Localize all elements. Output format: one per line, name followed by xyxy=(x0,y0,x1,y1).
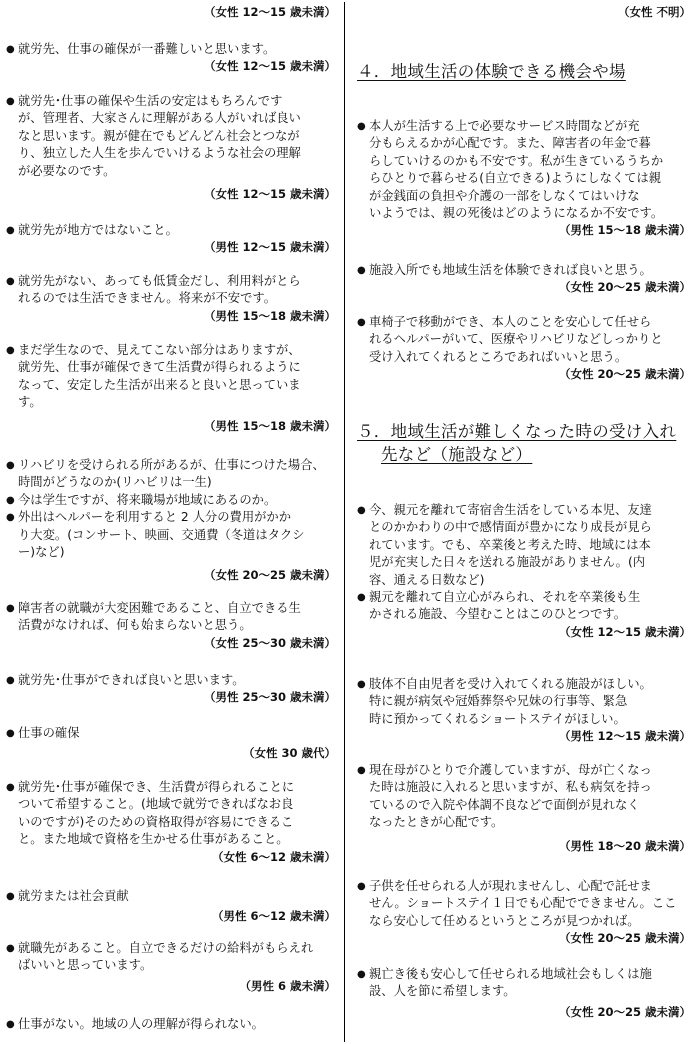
attribution: （女性 12～15 歳未満） xyxy=(558,624,691,639)
column-divider xyxy=(344,2,345,1042)
list-item: ● 車椅子で移動ができ、本人のことを安心して任せら れるヘルパーがいて、医療やリハビリなどしっかりと 受け入れてくれるところであればいいと思う。 （女性 20～25 歳未満） xyxy=(357,315,691,382)
list-item: ● 就労または社会貢献 （男性 6～12 歳未満） xyxy=(6,889,336,924)
list-item: ● 就労先･仕事ができれば良いと思います。 （男性 25～30 歳未満） xyxy=(6,673,336,705)
attribution: （男性 12～15 歳未満） xyxy=(558,729,691,744)
list-item: ● 就労先が地方ではないこと。 （男性 12～15 歳未満） xyxy=(6,223,336,255)
list-item: ● まだ学生なので、見えてこない部分はありますが、 就労先、仕事が確保できて生活費が得られるように なって、安定した生活が出来ると良いと思っていま す。 （男性 15～18 歳未満） xyxy=(6,343,336,433)
list-item: ● 仕事がない。地域の人の理解が得られない。 xyxy=(6,1016,338,1033)
list-item: ● 現在母がひとりで介護していますが、母が亡くなっ た時は施設に入れると思いますが、私も病気を持っ ているので入院や体調不良などで面倒が見れなく なったときが心配です。 （男性 18～20 歳未満） xyxy=(357,763,691,853)
bullet-icon: ● xyxy=(357,881,366,892)
bullet-icon: ● xyxy=(6,225,15,236)
bullet-icon: ● xyxy=(6,782,15,793)
bullet-icon: ● xyxy=(357,265,366,276)
section-heading-5: ５．地域生活が難しくなった時の受け入れ 先など（施設など） xyxy=(357,422,677,464)
bullet-icon: ● xyxy=(357,317,366,328)
list-item: ● 仕事の確保 （女性 30 歳代） xyxy=(6,726,336,761)
attribution: （男性 6 歳未満） xyxy=(239,978,336,993)
list-item: ● 就労先、仕事の確保が一番難しいと思います。 （女性 12～15 歳未満） xyxy=(6,42,336,74)
attribution: （男性 25～30 歳未満） xyxy=(203,690,336,705)
bullet-icon: ● xyxy=(6,494,15,506)
attribution: （女性 不明） xyxy=(617,5,691,19)
attribution: （女性 25～30 歳未満） xyxy=(203,635,336,650)
attribution: （男性 15～18 歳未満） xyxy=(203,308,336,323)
list-item: ● 障害者の就職が大変困難であること、自立できる生 活費がなければ、何も始まらないと思う。 （女性 25～30 歳未満） xyxy=(6,601,336,650)
list-item: ● 就労先がない、あっても低賃金だし、利用料がとら れるのでは生活できません。将来が不安です。 （男性 15～18 歳未満） xyxy=(6,274,336,323)
bullet-icon: ● xyxy=(6,1019,15,1030)
bullet-icon: ● xyxy=(6,675,15,686)
section-heading-4: ４．地域生活の体験できる機会や場 xyxy=(357,62,626,81)
bullet-icon: ● xyxy=(6,728,15,739)
list-item: ● 就労先･仕事の確保や生活の安定はもちろんです が、管理者、大家さんに理解がある人がいれば良い なと思います。親が健在でもどんどん社会とつなが り、独立した人生を歩んでいけるような社会の理解 が必要なのです。 （女性 12～15 歳未満） xyxy=(6,94,336,202)
attribution: （女性 20～25 歳未満） xyxy=(558,931,691,946)
bullet-icon: ● xyxy=(357,592,366,604)
bullet-icon: ● xyxy=(6,891,15,902)
attribution: （女性 12～15 歳未満） xyxy=(203,59,336,74)
list-item: ● 親亡き後も安心して任せられる地域社会もしくは施 設、人を節に希望します。 （女性 20～25 歳未満） xyxy=(357,967,691,1019)
list-item: ● 施設入所でも地域生活を体験できれば良いと思う。 （女性 20～25 歳未満） xyxy=(357,263,691,295)
attribution: （女性 20～25 歳未満） xyxy=(558,280,691,295)
bullet-icon: ● xyxy=(6,345,15,356)
list-item: ● 子供を任せられる人が現れませんし、心配で託せま せん。ショートステイ１日でも心配でできません。ここ なら安心して任めるというところが見つかれば。 （女性 20～25 歳未満） xyxy=(357,879,691,946)
bullet-icon: ● xyxy=(357,765,366,776)
attribution: （女性 20～25 歳未満） xyxy=(203,568,336,583)
bullet-icon: ● xyxy=(357,505,366,516)
bullet-icon: ● xyxy=(6,460,15,471)
attribution: （男性 15～18 歳未満） xyxy=(558,223,691,238)
list-item: ● 肢体不自由児者を受け入れてくれる施設がほしい。 特に親が病気や冠婚葬祭や兄妹の行事等、緊急 時に預かってくれるショートステイがほしい。 （男性 12～15 歳未満） xyxy=(357,677,691,744)
attribution: （男性 6～12 歳未満） xyxy=(211,909,336,924)
attribution: （男性 12～15 歳未満） xyxy=(203,240,336,255)
bullet-icon: ● xyxy=(6,44,15,55)
attribution: （男性 15～18 歳未満） xyxy=(203,418,336,433)
list-item: ● 本人が生活する上で必要なサービス時間などが充 分もらえるかが心配です。また、障害者の年金で暮 らしていけるのかも不安です。私が生きているうちか らひとりで暮らせる(自立できる)ようにしなくては親 が金銭面の負担や介護の一部をしなくてはいけな いようでは、親の死後はどのようになるか不安です。 （男性 15～18 歳未満） xyxy=(357,119,691,238)
bullet-icon: ● xyxy=(6,603,15,614)
attribution: （女性 30 歳代） xyxy=(242,746,336,761)
bullet-icon: ● xyxy=(6,276,15,287)
attribution: （女性 20～25 歳未満） xyxy=(558,367,691,382)
attribution: （男性 18～20 歳未満） xyxy=(558,838,691,853)
bullet-icon: ● xyxy=(357,969,366,980)
bullet-icon: ● xyxy=(6,943,15,954)
bullet-icon: ● xyxy=(357,121,366,132)
attribution: （女性 12～15 歳未満） xyxy=(203,187,336,202)
list-item: ● リハビリを受けられる所があるが、仕事につけた場合、 時間がどうなのか(リハビリは一生) ● 今は学生ですが、将来職場が地域にあるのか。 ● 外出はヘルパーを利用すると 2 人分の費用がかか り大変。(コンサート、映画、交通費（冬道はタクシ ー)など) （女性 20～25 歳未満） xyxy=(6,458,336,583)
bullet-icon: ● xyxy=(6,512,15,524)
bullet-icon: ● xyxy=(357,679,366,690)
list-item: ● 就労先･仕事が確保でき、生活費が得られることに ついて希望すること。(地域で就労できればなお良 いのですが)そのための資格取得が容易にできるこ と。また地域で資格を生かせる仕事があること。 （女性 6～12 歳未満） xyxy=(6,780,336,864)
bullet-icon: ● xyxy=(6,96,15,107)
attribution: （女性 12～15 歳未満） xyxy=(203,5,336,19)
list-item: ● 就職先があること。自立できるだけの給料がもらえれ ばいいと思っています。 （男性 6 歳未満） xyxy=(6,941,336,993)
attribution: （女性 20～25 歳未満） xyxy=(558,1004,691,1019)
attribution: （女性 6～12 歳未満） xyxy=(211,849,336,864)
list-item: ● 今、親元を離れて寄宿舎生活をしている本児、友達 とのかかわりの中で感情面が豊かになり成長が見ら れています。でも、卒業後と考えた時、地域には本 児が充実した日々を送れる施設がありません。(内 容、通える日数など) ● 親元を離れて自立心がみられ、それを卒業後も生 かされる施設、今望むことはこのひとつです。 （女性 12～15 歳未満） xyxy=(357,503,691,639)
